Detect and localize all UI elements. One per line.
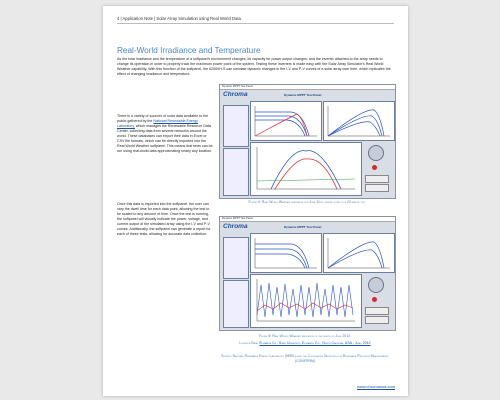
paragraph-text: which manages the Renewable Resource Data Center, collecting data from several networks around the world. These databases can export their data in Excel or CSV file formats, which can be directly imported into the Real World Weather softpanel. This means that tests can be run using real-world data approximating nearly any location. [117,124,213,153]
dial-knob[interactable] [368,145,384,161]
chroma-logo-icon: Chroma [223,91,248,98]
figure5-caption: Figure 5: Real World Weather simulation of the month of June 2012. [258,334,352,338]
panel-title: Dynamic MPPT Test Panel [284,93,322,97]
window-title: Dynamic MPPT Test Panel [220,217,395,222]
panel-title: Dynamic MPPT Test Panel [284,225,322,229]
pv-curve-chart [323,233,395,273]
softpanel-screenshot-2 [219,216,396,331]
page-header: 4 | Application Note | Solar Array Simulation using Real World Data [117,16,241,21]
paragraph-text: There is a variety of sources of solar data available to the public gathered by the [117,114,209,123]
nrel-link[interactable]: National Renewable Energy Laboratory, [117,119,198,128]
figure5-location [215,341,395,346]
parameter-panel [223,148,249,196]
iv-curve-chart [250,101,322,141]
pv-curve-chart [323,101,395,141]
parameter-panel [223,280,249,328]
weather-trend-chart [250,142,362,196]
settings-panel [223,105,249,147]
control-button[interactable] [365,184,389,192]
control-button[interactable] [365,316,389,324]
window-title: Dynamic MPPT Test Panel [220,85,395,90]
intro-paragraph: As the total irradiance and the temperature of a softpanel's environment changes, its capacity for power output changes, and the inverter attached to the array needs to change its operation in order to properly track the maximum power point of the system. Testing these inverters is made easy with the Solar Array Simulator's Real World Weather capability. With this function of the softpanel, the 62000H-S can simulate dynamic changes in the I-V and P-V curves of a solar array over time, which replicates the effect of changing irradiance and temperature. [117,57,391,76]
dial-knob[interactable] [368,277,384,293]
location-link[interactable]: Elizabeth City State University, Elizabeth City, North Carolina, USA - June, 2012 [259,341,371,345]
figure5-source: Source: National Renewable Energy Laboratory (NREL) and the Cooperative Networks for Renewable Resource Measurements (CONFRRM) [221,354,389,363]
chroma-logo-icon: Chroma [223,223,248,230]
red-indicator-icon [372,165,377,170]
monthly-weather-chart [250,274,362,328]
document-page [103,6,408,396]
control-button[interactable] [365,307,389,315]
section-title: Real-World Irradiance and Temperature [117,46,261,55]
control-button[interactable] [365,175,389,183]
footer-url-link[interactable]: www.chromausa.com [356,384,395,389]
header-divider [117,23,394,24]
figure4-caption: Figure 4: Real World Weather simulation for June 11th, scaled down to a 24 minute test [248,200,366,204]
paragraph-softpanel-usage: Once this data is imported into the softpanel, the user can vary the dwell time for each data point, allowing the test to be scaled to any amount of time. Once the test is running, the softpanel will visually indicate the power, voltage, and current output of the simulated array using the I-V and P-V curves. Additionally, the softpanel can generate a report for each of these tests, allowing for accurate data collection. [117,202,211,236]
red-indicator-icon [372,297,377,302]
settings-panel [223,237,249,279]
iv-curve-chart [250,233,322,273]
softpanel-screenshot-1 [219,84,396,199]
location-label: Location Data: [239,341,259,345]
paragraph-data-sources [117,114,214,154]
